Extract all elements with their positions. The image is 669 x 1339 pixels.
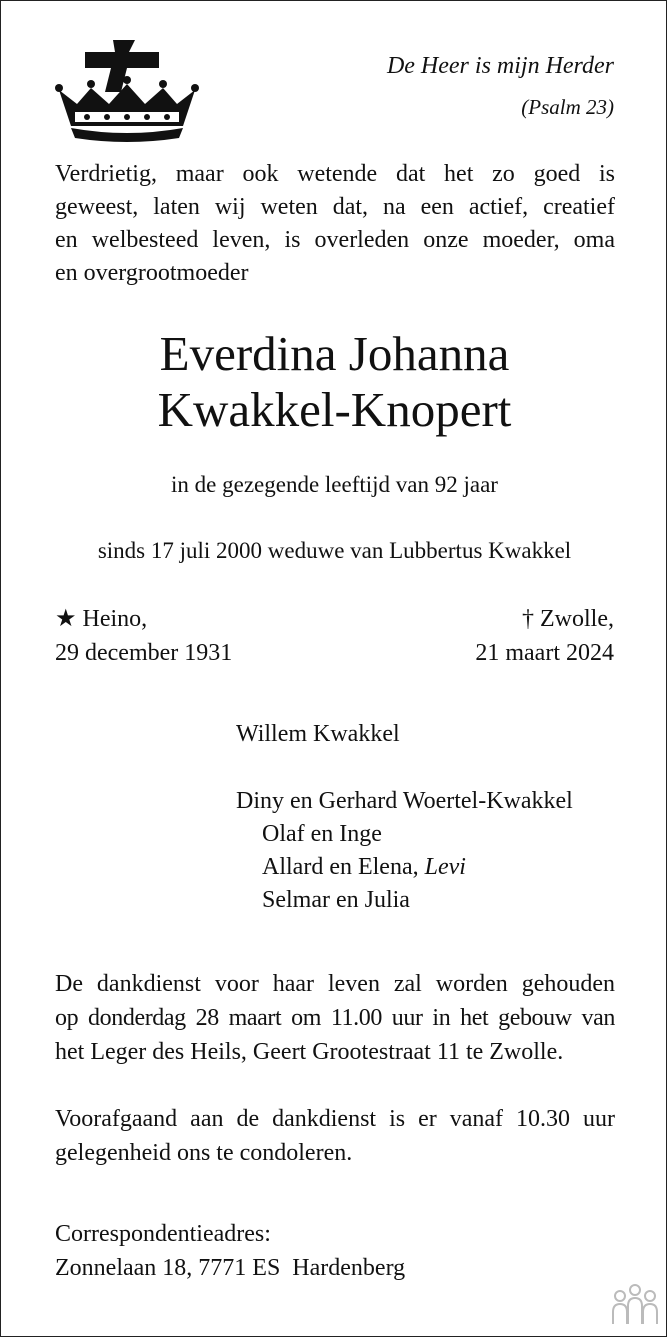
death-date: 21 maart 2024	[475, 640, 614, 666]
birth-date: 29 december 1931	[55, 640, 233, 666]
service-line: het Leger des Heils, Geert Grootestraat 11 te Zwolle.	[55, 1039, 564, 1065]
grandchild-names: Allard en Elena,	[262, 854, 419, 880]
psalm-reference: (Psalm 23)	[521, 95, 614, 119]
grandchild-line	[262, 851, 466, 884]
service-text	[55, 967, 615, 1069]
intro-line: Verdrietig, maar ook wetende dat het zo goed is	[55, 161, 615, 187]
correspondence-label: Correspondentieadres:	[55, 1221, 271, 1247]
family-son: Willem Kwakkel	[236, 721, 400, 747]
intro-line: en overgrootmoeder	[55, 260, 249, 286]
intro-line: en welbesteed leven, is overleden onze moeder, oma	[55, 227, 615, 253]
intro-text	[55, 158, 615, 290]
widow-text: sinds 17 juli 2000 weduwe van Lubbertus Kwakkel	[97, 538, 572, 563]
service-line: op donderdag 28 maart om 11.00 uur in het gebouw van	[55, 1005, 615, 1031]
great-grandchild-name: Levi	[424, 854, 466, 880]
service-line: De dankdienst voor haar leven zal worden gehouden	[55, 971, 615, 997]
birth-place: Heino,	[82, 606, 148, 632]
death-info	[475, 602, 614, 670]
grandchild-line	[262, 884, 410, 917]
condolence-line: Voorafgaand aan de dankdienst is er vanaf 10.30 uur	[55, 1106, 615, 1132]
birth-info	[55, 602, 232, 670]
people-group-icon	[610, 1282, 660, 1328]
death-cross-icon: †	[522, 606, 535, 632]
grandchild-names: Selmar en Julia	[262, 887, 410, 913]
death-place: Zwolle,	[540, 606, 614, 632]
correspondence-block	[55, 1217, 405, 1285]
grandchild-line	[262, 818, 382, 851]
age-text: in de gezegende leeftijd van 92 jaar	[171, 472, 498, 497]
deceased-name-first: Everdina Johanna	[159, 326, 510, 381]
deceased-name-last: Kwakkel-Knopert	[157, 382, 512, 437]
cross-crown-icon	[55, 38, 200, 146]
motto: De Heer is mijn Herder	[386, 53, 614, 79]
grandchild-names: Olaf en Inge	[262, 821, 382, 847]
intro-line: geweest, laten wij weten dat, na een actief, creatief	[55, 194, 615, 220]
condolence-line: gelegenheid ons te condoleren.	[55, 1140, 353, 1166]
family-daughter: Diny en Gerhard Woertel-Kwakkel	[236, 788, 573, 814]
condolence-text	[55, 1102, 615, 1170]
correspondence-address: Zonnelaan 18, 7771 ES Hardenberg	[55, 1255, 406, 1281]
birth-star-icon: ★	[55, 606, 77, 632]
